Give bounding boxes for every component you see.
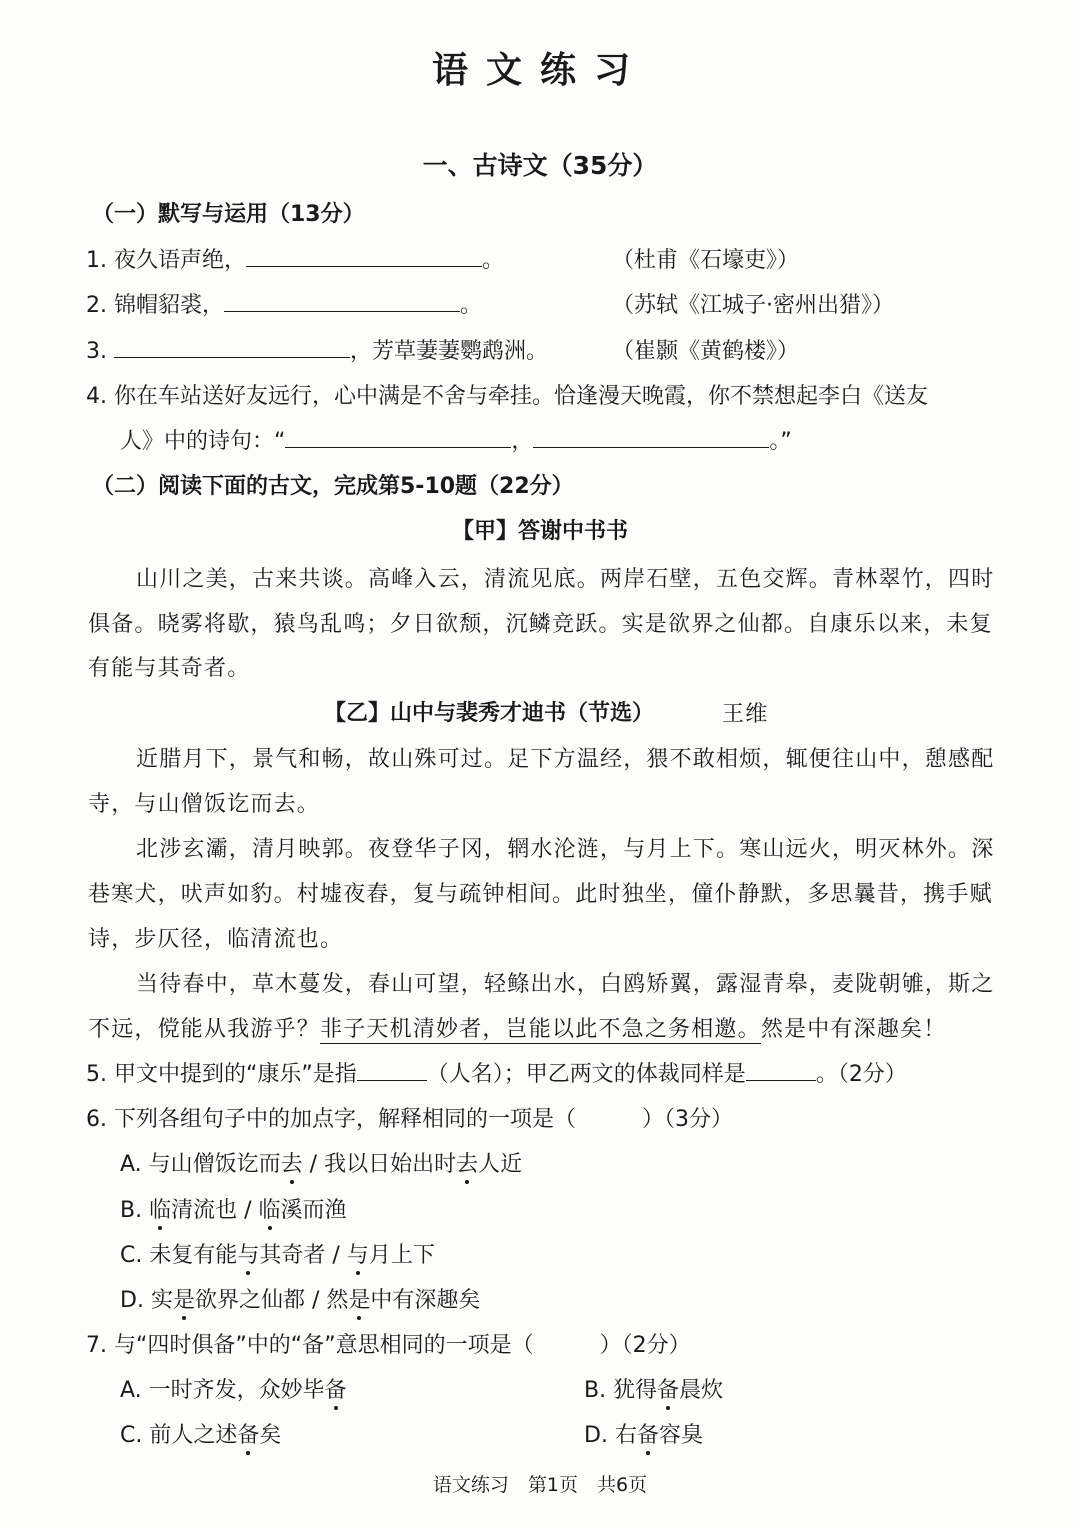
part2-heading: （二）阅读下面的古文，完成第5-10题（22分） [92, 474, 574, 499]
question-2 [86, 288, 482, 319]
passage-yi-author: 王维 [722, 702, 769, 727]
dotted-char: 备 [237, 1418, 259, 1449]
q1-number: 1. [86, 248, 107, 273]
page-title: 语文练习 [431, 50, 648, 91]
q5-text-c: 。（2分） [815, 1062, 907, 1087]
q4-line2: 人》中的诗句：“ [120, 429, 286, 454]
q5-text-b: （人名）；甲乙两文的体裁同样是 [426, 1062, 746, 1087]
page-footer: 语文练习 第1页 共6页 [432, 1474, 648, 1496]
dotted-char: 去 [456, 1147, 478, 1178]
q4-end: 。” [769, 429, 792, 454]
option-text: / 我以日始出时 [302, 1152, 457, 1177]
q6-number: 6. [86, 1107, 107, 1132]
q2-source: （苏轼《江城子·密州出猎》） [612, 293, 894, 318]
option-label: B. [584, 1378, 607, 1403]
part1-heading: （一）默写与运用（13分） [92, 202, 365, 227]
dotted-char: 备 [637, 1418, 659, 1449]
option-text: 人近 [478, 1152, 523, 1177]
section-heading: 一、古诗文（35分） [422, 151, 658, 180]
passage-yi-line: 当待春中，草木蔓发，春山可望，轻鲦出水，白鸥矫翼，露湿青皋，麦陇朝雊，斯之 [136, 972, 995, 997]
option-text: 矣 [259, 1423, 282, 1448]
dotted-char: 备 [657, 1373, 679, 1404]
option-text: 其奇者 / [259, 1243, 347, 1268]
option-text: 犹得 [613, 1378, 658, 1403]
q7-close: ）（2分） [599, 1333, 691, 1358]
passage-jia-line: 有能与其奇者。 [88, 656, 251, 681]
q7-number: 7. [86, 1333, 107, 1358]
option-text: 欲界之仙都 / 然 [194, 1288, 349, 1313]
q6-option-c[interactable] [120, 1238, 435, 1269]
option-text: 前人之述 [149, 1423, 238, 1448]
dotted-char: 临 [259, 1193, 281, 1224]
question-4-line2 [120, 424, 792, 455]
q7-option-c[interactable] [120, 1418, 281, 1449]
passage-yi-line: 北涉玄灞，清月映郭。夜登华子冈，辋水沦涟，与月上下。寒山远火，明灭林外。深 [136, 837, 995, 862]
q1-end: 。 [482, 248, 505, 273]
dotted-char: 是 [173, 1283, 195, 1314]
option-label: C. [120, 1243, 143, 1268]
q3-text: ，芳草萋萋鹦鹉洲。 [350, 339, 549, 364]
passage-jia-line: 俱备。晓雾将歇，猿鸟乱鸣；夕日欲颓，沉鳞竞跃。实是欲界之仙都。自康乐以来，未复 [88, 612, 993, 637]
q4-number: 4. [86, 384, 107, 409]
dotted-char: 去 [281, 1147, 303, 1178]
passage-yi-line: 近腊月下，景气和畅，故山殊可过。足下方温经，猥不敢相烦，辄便往山中，憩感配 [136, 747, 995, 772]
underlined-sentence: 非子天机清妙者，岂能以此不急之务相邀。 [320, 1017, 761, 1042]
option-text: 溪而渔 [280, 1198, 347, 1223]
question-4 [86, 379, 928, 410]
option-text: 清流也 / [171, 1198, 259, 1223]
passage-yi-title: 【乙】山中与裴秀才迪书（节选） [324, 701, 655, 726]
q6-stem: 下列各组句子中的加点字，解释相同的一项是（ [114, 1107, 577, 1132]
q3-source: （崔颢《黄鹤楼》） [612, 339, 800, 364]
question-5 [86, 1057, 907, 1088]
option-label: D. [584, 1423, 608, 1448]
passage-yi-text: 然是中有深趣矣！ [760, 1017, 947, 1042]
q7-option-b[interactable] [584, 1373, 723, 1404]
q4-line1: 你在车站送好友远行，心中满是不舍与牵挂。恰逢漫天晚霞，你不禁想起李白《送友 [114, 384, 929, 409]
passage-yi-line: 诗，步仄径，临清流也。 [88, 927, 344, 952]
passage-yi-line [88, 1012, 946, 1043]
option-text: 晨炊 [679, 1378, 724, 1403]
q5-blank-2[interactable] [746, 1058, 816, 1081]
option-label: A. [120, 1378, 142, 1403]
passage-jia-line: 山川之美，古来共谈。高峰入云，清流见底。两岸石壁，五色交辉。青林翠竹，四时 [136, 567, 995, 592]
q4-blank-1[interactable] [285, 425, 511, 448]
option-text: 一时齐发，众妙毕 [148, 1378, 325, 1403]
question-7 [86, 1328, 691, 1359]
passage-yi-text: 不远，傥能从我游乎？ [88, 1017, 321, 1042]
dotted-char: 与 [237, 1238, 259, 1269]
q5-number: 5. [86, 1062, 107, 1087]
option-text: 未复有能 [149, 1243, 238, 1268]
q2-prompt: 锦帽貂裘， [114, 293, 225, 318]
option-text: 右 [614, 1423, 637, 1448]
q4-blank-2[interactable] [533, 425, 769, 448]
dotted-char: 备 [325, 1373, 347, 1404]
q3-number: 3. [86, 339, 107, 364]
option-text: 容臭 [658, 1423, 703, 1448]
q6-option-d[interactable] [120, 1283, 480, 1314]
dotted-char: 与 [347, 1238, 369, 1269]
passage-yi-line: 寺，与山僧饭讫而去。 [88, 792, 321, 817]
q7-stem: 与“四时俱备”中的“备”意思相同的一项是（ [114, 1333, 534, 1358]
q6-option-a[interactable] [120, 1147, 522, 1178]
option-text: 与山僧饭讫而 [148, 1152, 281, 1177]
q5-text-a: 甲文中提到的“康乐”是指 [114, 1062, 357, 1087]
question-6 [86, 1102, 733, 1133]
q7-option-d[interactable] [584, 1418, 703, 1449]
dotted-char: 是 [348, 1283, 370, 1314]
dotted-char: 临 [149, 1193, 171, 1224]
option-label: A. [120, 1152, 142, 1177]
q6-option-b[interactable] [120, 1193, 347, 1224]
q6-close: ）（3分） [642, 1107, 734, 1132]
q1-source: （杜甫《石壕吏》） [612, 248, 800, 273]
passage-yi-line: 巷寒犬，吠声如豹。村墟夜舂，复与疏钟相间。此时独坐，僮仆静默，多思曩昔，携手赋 [88, 882, 993, 907]
q4-comma: ， [511, 429, 534, 454]
option-label: C. [120, 1423, 143, 1448]
q1-prompt: 夜久语声绝， [114, 248, 247, 273]
option-text: 月上下 [368, 1243, 435, 1268]
option-text: 中有深趣矣 [370, 1288, 481, 1313]
q3-blank[interactable] [114, 335, 350, 358]
q2-number: 2. [86, 293, 107, 318]
q2-blank[interactable] [224, 289, 460, 312]
option-label: B. [120, 1198, 143, 1223]
q5-blank-1[interactable] [357, 1058, 427, 1081]
question-3 [86, 334, 548, 365]
question-1 [86, 243, 504, 274]
q1-blank[interactable] [246, 244, 482, 267]
q7-option-a[interactable] [120, 1373, 347, 1404]
passage-jia-title: 【甲】答谢中书书 [451, 519, 628, 544]
option-label: D. [120, 1288, 144, 1313]
q2-end: 。 [460, 293, 483, 318]
option-text: 实 [150, 1288, 173, 1313]
